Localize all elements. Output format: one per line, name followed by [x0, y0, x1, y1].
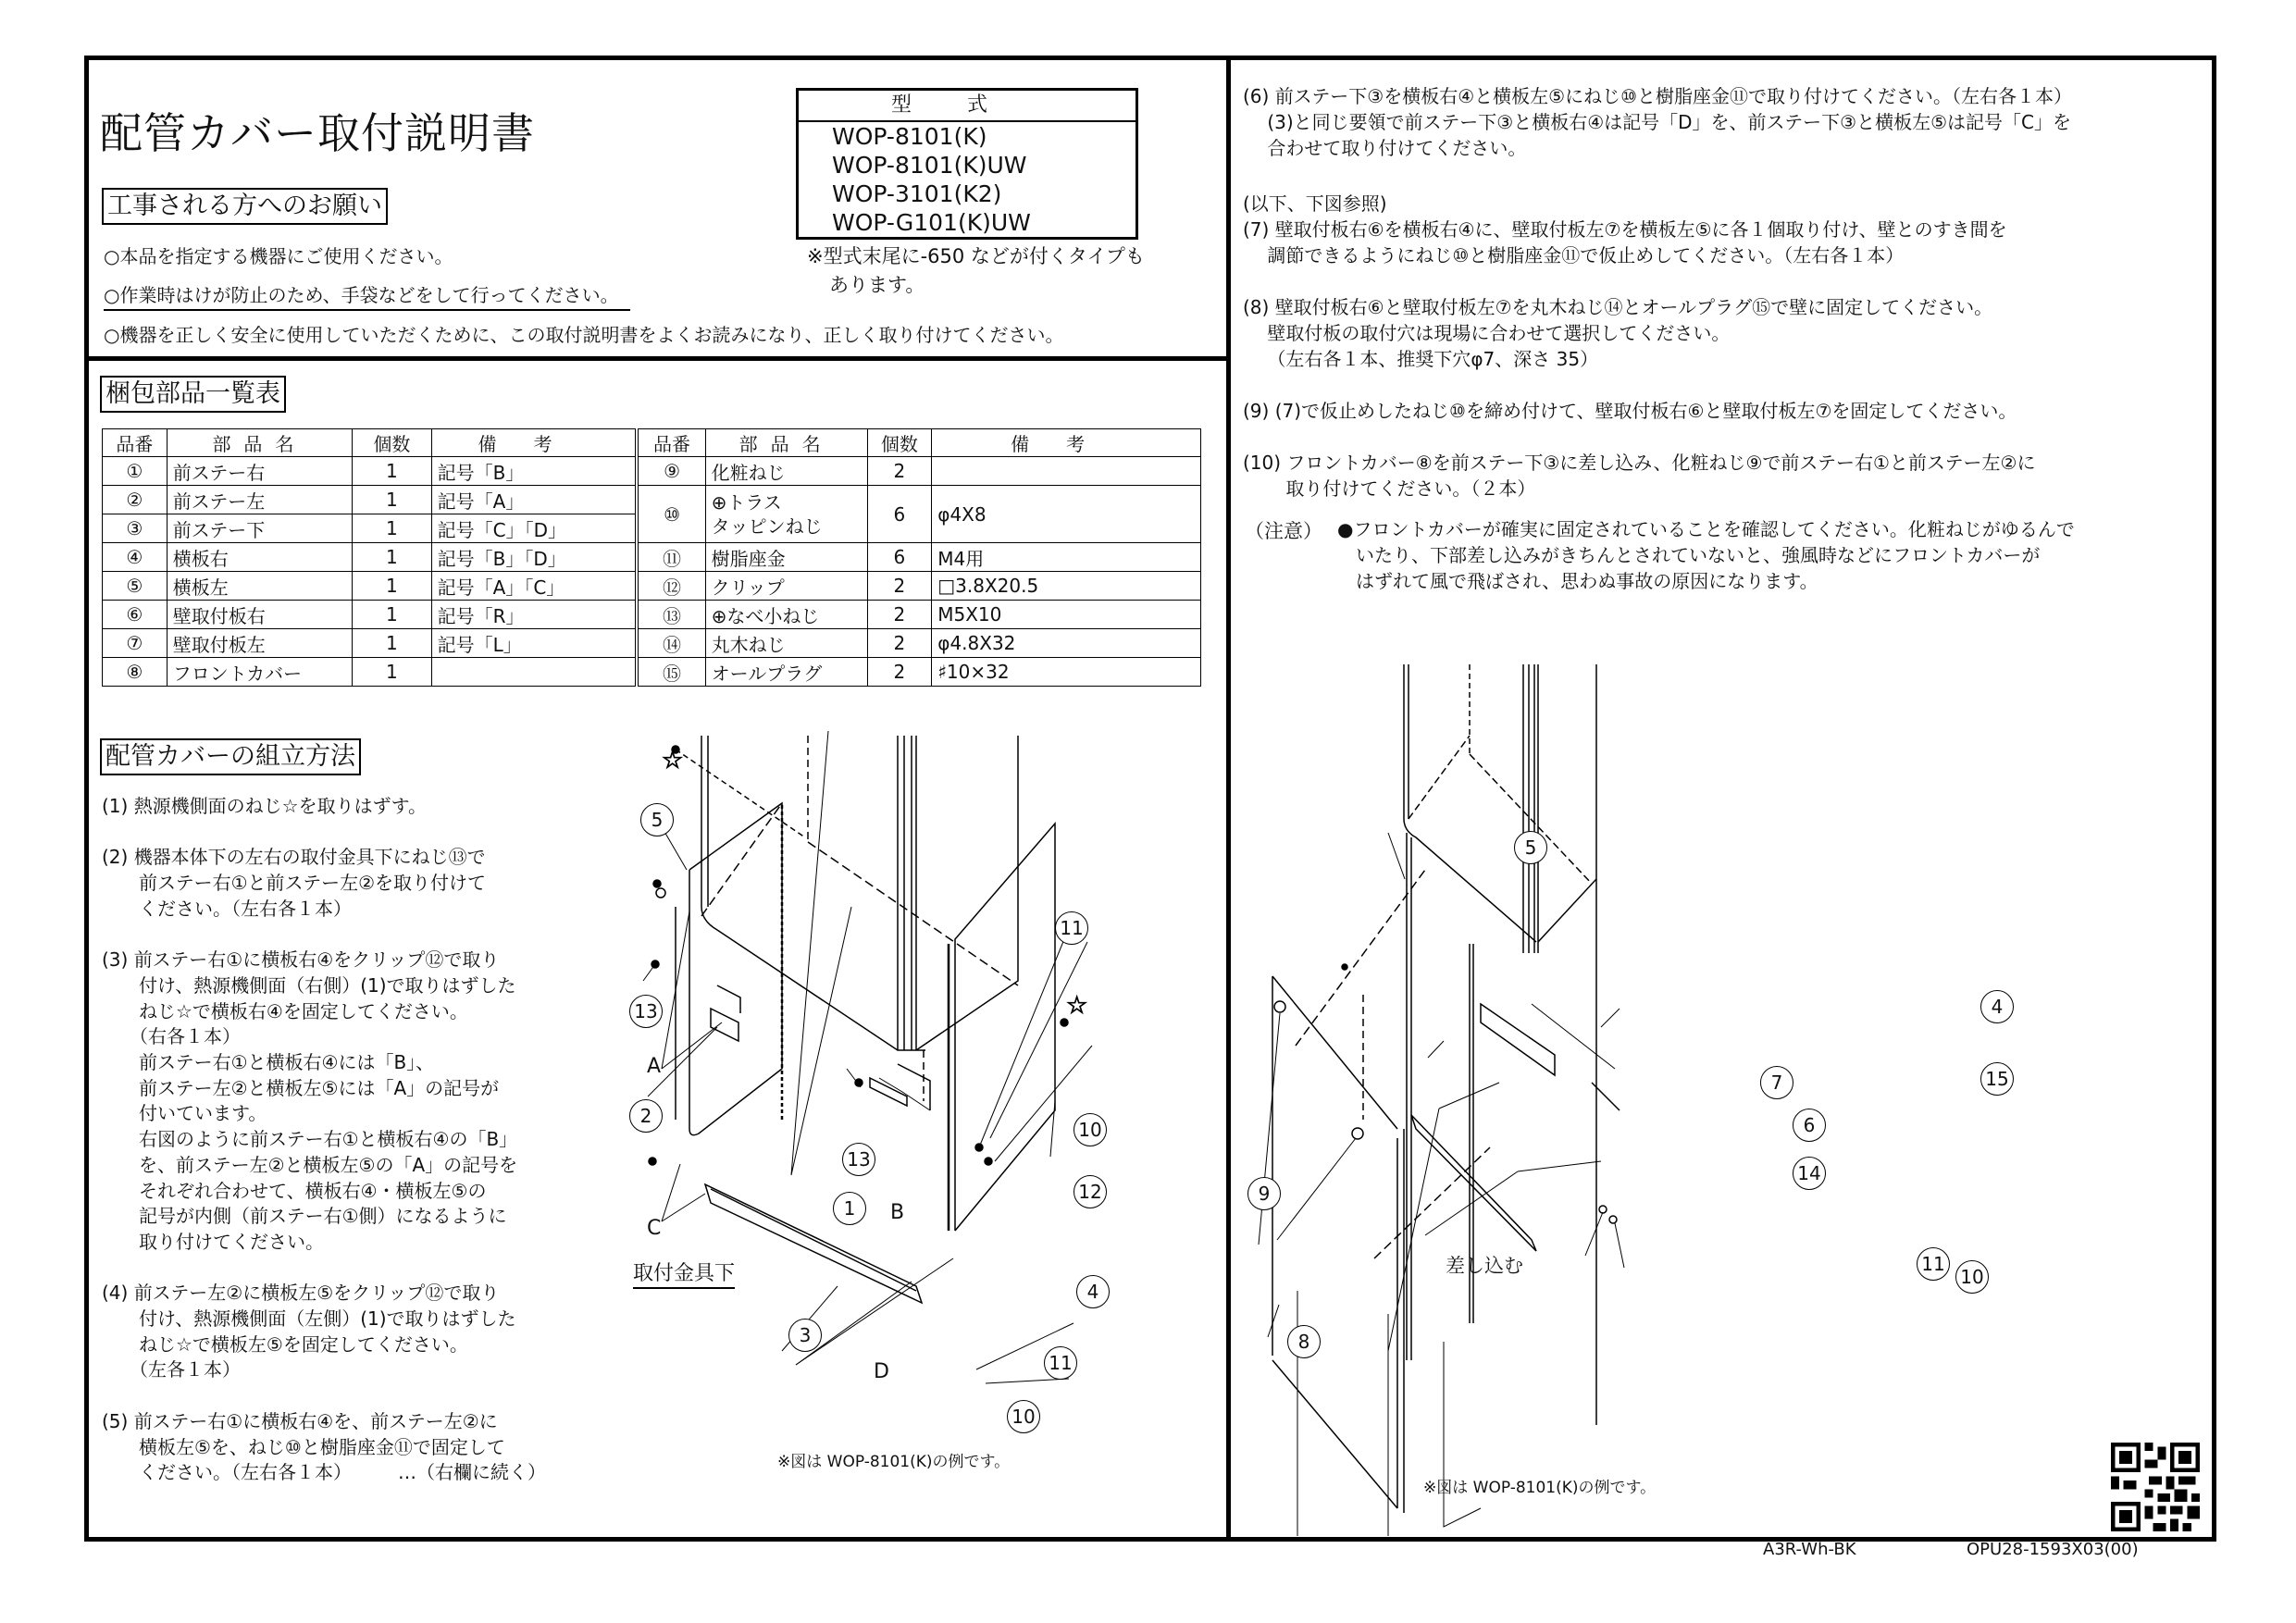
left-assembly-diagram — [629, 731, 1222, 1471]
part-qty: 1 — [353, 543, 431, 572]
part-note: 記号「C」「D」 — [431, 514, 637, 543]
step-line: （右各１本） — [102, 1025, 241, 1048]
part-name: 化粧ねじ — [705, 457, 867, 486]
request-heading: 工事される方へのお願い — [102, 188, 388, 225]
part-number: ⑮ — [637, 658, 705, 687]
part-note — [431, 658, 637, 687]
part-qty: 2 — [867, 601, 932, 629]
part-note — [932, 457, 1201, 486]
mark-c-label: C — [647, 1217, 662, 1240]
callout-10: 10 — [1007, 1400, 1040, 1433]
callout-2: 2 — [629, 1099, 663, 1133]
step-line: 壁取付板の取付穴は現場に合わせて選択してください。 — [1243, 322, 1731, 344]
part-number: ⑨ — [637, 457, 705, 486]
callout-6: 6 — [1793, 1109, 1826, 1142]
part-name: 壁取付板左 — [167, 629, 352, 658]
part-name: オールプラグ — [705, 658, 867, 687]
part-qty: 1 — [353, 629, 431, 658]
caution-line: はずれて風で飛ばされ、思わぬ事故の原因になります。 — [1337, 570, 1818, 592]
right-diagram-caption: ※図は WOP-8101(K)の例です。 — [1423, 1479, 1657, 1497]
step-line: (3) 前ステー右①に横板右④をクリップ⑫で取り — [102, 948, 500, 972]
step-line: 取り付けてください。 — [102, 1230, 324, 1253]
part-note: M4用 — [932, 543, 1201, 572]
part-name: クリップ — [705, 572, 867, 601]
part-number: ⑭ — [637, 629, 705, 658]
insert-label: 差し込む — [1446, 1255, 1523, 1277]
step-line: 前ステー右①と横板右④には「B」、 — [102, 1051, 435, 1073]
table-row — [103, 457, 1201, 486]
step-line: (6) 前ステー下③を横板右④と横板左⑤にねじ⑩と樹脂座金⑪で取り付けてください。（左右各１本） — [1243, 85, 2073, 107]
part-qty: 1 — [353, 486, 431, 514]
step-line: 前ステー左②と横板左⑤には「A」の記号が — [102, 1076, 500, 1099]
mount-bracket-label: 取付金具下 — [633, 1261, 735, 1289]
part-number: ③ — [103, 514, 168, 543]
part-qty: 1 — [353, 457, 431, 486]
right-assembly-diagram — [1240, 648, 2212, 1536]
part-name: ⊕なべ小ねじ — [705, 601, 867, 629]
part-qty: 2 — [867, 572, 932, 601]
part-qty: 6 — [867, 543, 932, 572]
spacer — [102, 923, 546, 948]
part-qty: 1 — [353, 601, 431, 629]
model-item: WOP-3101(K2) — [832, 180, 1002, 207]
part-number: ⑧ — [103, 658, 168, 687]
part-name: 横板右 — [167, 543, 352, 572]
callout-10: 10 — [1955, 1260, 1989, 1294]
col-header: 備考 — [932, 429, 1201, 457]
caution-text — [1337, 516, 2075, 594]
header-divider — [84, 356, 1228, 361]
step-line: ねじ☆で横板右④を固定してください。 — [102, 999, 468, 1022]
part-number: ⑬ — [637, 601, 705, 629]
callout-10: 10 — [1074, 1113, 1107, 1146]
part-note: 記号「L」 — [431, 629, 637, 658]
step-line: ねじ☆で横板左⑤を固定してください。 — [102, 1332, 468, 1356]
part-note: 記号「R」 — [431, 601, 637, 629]
part-number: ④ — [103, 543, 168, 572]
part-name: 樹脂座金 — [705, 543, 867, 572]
col-header: 部品名 — [167, 429, 352, 457]
step-line: 付いています。 — [102, 1102, 267, 1125]
step-line: (5) 前ステー右①に横板右④を、前ステー左②に — [102, 1409, 498, 1432]
callout-12: 12 — [1074, 1175, 1107, 1208]
part-note: 記号「A」「C」 — [431, 572, 637, 601]
part-qty: 1 — [353, 514, 431, 543]
step-line: を、前ステー左②と横板左⑤の「A」の記号を — [102, 1153, 518, 1176]
step-line: （左各１本） — [102, 1358, 241, 1381]
footer-code-left: A3R-Wh-BK — [1763, 1540, 1856, 1559]
part-number: ① — [103, 457, 168, 486]
callout-8: 8 — [1287, 1325, 1321, 1358]
spacer — [1243, 372, 2072, 398]
spacer — [1243, 161, 2072, 191]
step-line: 合わせて取り付けてください。 — [1243, 137, 1527, 159]
part-name — [705, 486, 867, 543]
col-header: 個数 — [867, 429, 932, 457]
callout-11: 11 — [1917, 1247, 1950, 1281]
model-item: WOP-8101(K) — [832, 123, 987, 150]
page-title: 配管カバー取付説明書 — [100, 108, 535, 158]
col-header: 個数 — [353, 429, 431, 457]
part-name-line: ⊕トラス — [711, 490, 782, 514]
step-line: (2) 機器本体下の左右の取付金具下にねじ⑬で — [102, 846, 486, 869]
step-line: (10) フロントカバー⑧を前ステー下③に差し込み、化粧ねじ⑨で前ステー右①と前ステー左②に — [1243, 452, 2036, 474]
request-item: ○本品を指定する機器にご使用ください。 — [104, 245, 453, 267]
part-note: φ4X8 — [932, 486, 1201, 543]
step-line: 付け、熱源機側面（右側）(1)で取りはずした — [102, 973, 516, 997]
col-header: 部品名 — [705, 429, 867, 457]
col-header: 品番 — [103, 429, 168, 457]
step-line: 付け、熱源機側面（左側）(1)で取りはずした — [102, 1307, 516, 1331]
col-header: 品番 — [637, 429, 705, 457]
step-line: それぞれ合わせて、横板右④・横板左⑤の — [102, 1179, 487, 1202]
callout-1: 1 — [833, 1192, 866, 1225]
part-number: ⑥ — [103, 601, 168, 629]
callout-4: 4 — [1980, 990, 2014, 1023]
mark-a-label: A — [647, 1055, 662, 1078]
mark-b-label: B — [890, 1201, 905, 1224]
step-line: ください。（左右各１本） …（右欄に続く） — [102, 1461, 546, 1484]
part-number: ⑤ — [103, 572, 168, 601]
table-row — [103, 658, 1201, 687]
callout-14: 14 — [1793, 1157, 1826, 1190]
callout-5: 5 — [1514, 831, 1547, 864]
step-line: (7) 壁取付板右⑥を横板右④に、壁取付板左⑦を横板左⑤に各１個取り付け、壁とのすき間を — [1243, 218, 2007, 241]
callout-11: 11 — [1044, 1346, 1077, 1380]
step-line: 取り付けてください。（２本） — [1243, 477, 1536, 500]
model-item: WOP-8101(K)UW — [832, 152, 1027, 179]
callout-9: 9 — [1247, 1177, 1281, 1210]
part-number: ⑦ — [103, 629, 168, 658]
callout-11: 11 — [1055, 911, 1088, 945]
table-row — [103, 629, 1201, 658]
request-item: ○機器を正しく安全に使用していただくために、この取付説明書をよくお読みになり、正しく取り付けてください。 — [104, 324, 1064, 346]
part-note: □3.8X20.5 — [932, 572, 1201, 601]
parts-heading: 梱包部品一覧表 — [100, 376, 286, 413]
column-divider — [1226, 56, 1231, 1537]
assembly-steps-right — [1243, 83, 2072, 502]
callout-7: 7 — [1760, 1066, 1793, 1099]
model-table-header: 型式 — [799, 91, 1136, 122]
part-name-line: タッピンねじ — [711, 514, 823, 538]
part-qty: 2 — [867, 629, 932, 658]
part-qty: 1 — [353, 658, 431, 687]
left-diagram-caption: ※図は WOP-8101(K)の例です。 — [777, 1453, 1011, 1471]
spacer — [1243, 424, 2072, 450]
model-note: ※型式末尾に-650 などが付くタイプも — [807, 245, 1145, 267]
step-line: (4) 前ステー左②に横板左⑤をクリップ⑫で取り — [102, 1282, 500, 1305]
col-header: 備考 — [431, 429, 637, 457]
caution-line: ●フロントカバーが確実に固定されていることを確認してください。化粧ねじがゆるんで — [1337, 518, 2075, 540]
part-name: 壁取付板右 — [167, 601, 352, 629]
part-number: ⑪ — [637, 543, 705, 572]
model-note: あります。 — [829, 274, 925, 296]
part-name: 横板左 — [167, 572, 352, 601]
assembly-steps-left — [102, 794, 546, 1486]
table-row — [103, 572, 1201, 601]
model-table — [796, 88, 1138, 240]
step-line: 調節できるようにねじ⑩と樹脂座金⑪で仮止めしてください。（左右各１本） — [1243, 244, 1905, 266]
table-row — [103, 486, 1201, 514]
part-name: フロントカバー — [167, 658, 352, 687]
step-line: (8) 壁取付板右⑥と壁取付板左⑦を丸木ねじ⑭とオールプラグ⑮で壁に固定してください。 — [1243, 296, 1993, 318]
step-line: (1) 熱源機側面のねじ☆を取りはずす。 — [102, 795, 428, 817]
part-qty: 6 — [867, 486, 932, 543]
mark-d-label: D — [874, 1360, 889, 1383]
part-name: 丸木ねじ — [705, 629, 867, 658]
callout-15: 15 — [1980, 1062, 2014, 1096]
spacer — [1243, 268, 2072, 294]
step-line: 右図のように前ステー右①と横板右④の「B」 — [102, 1128, 518, 1151]
step-line: 横板左⑤を、ねじ⑩と樹脂座金⑪で固定して — [102, 1435, 505, 1458]
svg-text:☆: ☆ — [1066, 992, 1088, 1020]
step-line: 記号が内側（前ステー右①側）になるように — [102, 1205, 507, 1228]
part-qty: 1 — [353, 572, 431, 601]
part-note: φ4.8X32 — [932, 629, 1201, 658]
part-note: ♯10×32 — [932, 658, 1201, 687]
part-note: 記号「B」 — [431, 457, 637, 486]
spacer — [102, 1256, 546, 1282]
footer-code-right: OPU28-1593X03(00) — [1967, 1540, 2139, 1559]
svg-text:☆: ☆ — [662, 747, 684, 774]
step-line: (3)と同じ要領で前ステー下③と横板右④は記号「D」を、前ステー下③と横板左⑤は記号「C」を — [1243, 111, 2071, 133]
callout-3: 3 — [788, 1319, 822, 1352]
spacer — [102, 820, 546, 846]
parts-table — [102, 428, 1201, 687]
part-note: 記号「B」「D」 — [431, 543, 637, 572]
part-qty: 2 — [867, 658, 932, 687]
parts-header-row — [103, 429, 1201, 457]
model-item: WOP-G101(K)UW — [832, 209, 1031, 236]
caution-line: いたり、下部差し込みがきちんとされていないと、強風時などにフロントカバーが — [1337, 544, 2041, 566]
part-name: 前ステー左 — [167, 486, 352, 514]
step-line: 前ステー右①と前ステー左②を取り付けて — [102, 872, 487, 895]
part-number: ⑫ — [637, 572, 705, 601]
caution-label: （注意） — [1245, 520, 1322, 542]
step-line: ください。（左右各１本） — [102, 897, 352, 920]
callout-13: 13 — [842, 1143, 875, 1176]
part-note: M5X10 — [932, 601, 1201, 629]
part-number: ⑩ — [637, 486, 705, 543]
part-qty: 2 — [867, 457, 932, 486]
request-item: ○作業時はけが防止のため、手袋などをして行ってください。 — [104, 281, 630, 311]
step-line: (以下、下図参照) — [1243, 192, 1387, 215]
part-note: 記号「A」 — [431, 486, 637, 514]
step-line: （左右各１本、推奨下穴φ7、深さ 35） — [1243, 348, 1599, 370]
callout-5: 5 — [640, 803, 674, 836]
assembly-heading: 配管カバーの組立方法 — [100, 738, 361, 775]
table-row — [103, 601, 1201, 629]
step-line: (9) (7)で仮止めしたねじ⑩を締め付けて、壁取付板右⑥と壁取付板左⑦を固定してください。 — [1243, 400, 2017, 422]
part-name: 前ステー右 — [167, 457, 352, 486]
part-name: 前ステー下 — [167, 514, 352, 543]
spacer — [102, 1383, 546, 1409]
part-number: ② — [103, 486, 168, 514]
qr-code-icon[interactable] — [2111, 1443, 2200, 1531]
callout-13: 13 — [629, 995, 663, 1028]
table-row — [103, 543, 1201, 572]
callout-4: 4 — [1076, 1275, 1110, 1308]
